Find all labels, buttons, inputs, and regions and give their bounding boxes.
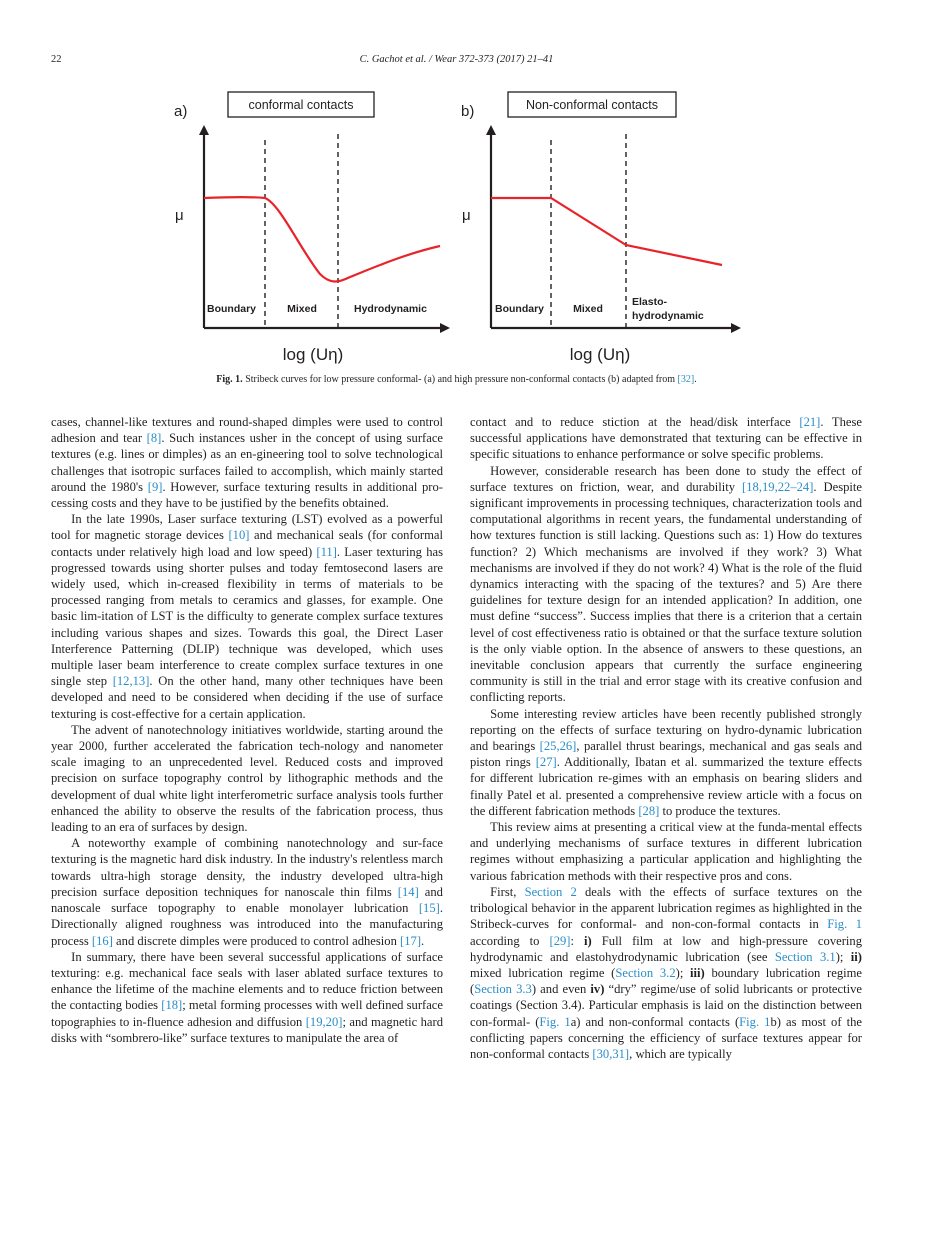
paragraph-r3 bbox=[470, 706, 862, 819]
text-span: . Directionally aligned roughness was introduced into the manufacturing process bbox=[51, 901, 443, 948]
panel-a-regime-hydrodynamic: Hydrodynamic bbox=[354, 303, 427, 315]
caption-label: Fig. 1. bbox=[216, 374, 243, 385]
text-span: . These successful applications have demonstrated that texturing can be effective in specific situations to enhance performance or solve specific problems. bbox=[470, 415, 862, 462]
figure-link[interactable]: Fig. 1 bbox=[539, 1014, 571, 1029]
text-span: ) and even bbox=[531, 982, 591, 997]
citation-link[interactable]: [30,31] bbox=[592, 1046, 630, 1061]
text-span: ; metal forming processes with well defined surface topographies to in-fluence adhesion and diffusion bbox=[51, 998, 443, 1029]
text-span: However, considerable research has been done to study the effect of surface textures on friction, wear, and durability bbox=[470, 463, 862, 494]
text-span: . Additionally, Ibatan et al. summarized the texture effects for different lubrication re-gimes with an emphasis on bearing sliders and finally Patel et al. presented a comprehensive review article with a focus on the different fabrication methods bbox=[470, 755, 863, 818]
text-span: In summary, there have been several successful applications of surface texturing: e.g. mechanical face seals with laser ablated surface textures to enhance the lifetime of the machine elements and to reduce friction between the contacting bodies bbox=[51, 949, 443, 1013]
text-span: b) as most of the conflicting papers concerning the efficiency of surface textures appear for non-conformal contacts bbox=[470, 1014, 862, 1061]
citation-link[interactable]: [29] bbox=[549, 933, 571, 948]
citation-link[interactable]: [10] bbox=[228, 528, 250, 543]
journal-citation: C. Gachot et al. / Wear 372-373 (2017) 21–41 bbox=[359, 54, 554, 65]
text-span: cases, channel-like textures and round-shaped dimples were used to control adhesion and tear bbox=[51, 415, 443, 446]
citation-link[interactable]: [27] bbox=[535, 755, 557, 770]
text-span: . However, surface texturing results in additional pro-cessing costs and they have to be justified by the benefits obtained. bbox=[51, 479, 443, 511]
paragraph-l5 bbox=[51, 949, 443, 1046]
right-column bbox=[470, 414, 862, 1062]
paragraph-r2 bbox=[470, 463, 862, 706]
citation-link[interactable]: [15] bbox=[418, 901, 440, 916]
text-span: ); bbox=[675, 965, 691, 980]
list-marker: ii) bbox=[850, 949, 862, 964]
text-span: . bbox=[421, 933, 425, 948]
citation-link[interactable]: [28] bbox=[638, 803, 660, 818]
panel-a-regime-mixed: Mixed bbox=[287, 303, 317, 315]
citation-link[interactable]: [16] bbox=[91, 933, 113, 948]
list-marker: iii) bbox=[690, 965, 705, 980]
list-marker: iv) bbox=[590, 982, 605, 997]
panel-b-regime-hydrodynamic: hydrodynamic bbox=[632, 310, 704, 322]
panel-b-regime-mixed: Mixed bbox=[573, 303, 603, 315]
panel-b-stribeck-curve bbox=[491, 198, 722, 265]
stribeck-figure bbox=[160, 84, 760, 374]
text-span: , which are typically bbox=[629, 1046, 732, 1061]
text-span: to produce the textures. bbox=[659, 803, 781, 818]
citation-link[interactable]: [25,26] bbox=[539, 739, 577, 754]
panel-b-regime-boundary: Boundary bbox=[495, 303, 545, 315]
citation-link[interactable]: [19,20] bbox=[305, 1014, 343, 1029]
list-marker: i) bbox=[584, 933, 592, 948]
paragraph-l2 bbox=[51, 511, 443, 722]
paragraph-l1 bbox=[51, 414, 443, 511]
panel-a-x-label: log (Uη) bbox=[282, 345, 344, 364]
citation-link[interactable]: [18] bbox=[161, 998, 183, 1013]
text-span: , parallel thrust bearings, mechanical and gas seals and piston rings bbox=[470, 739, 862, 770]
text-span: and nanoscale surface topography to enable monolayer lubrication bbox=[51, 884, 443, 916]
text-span: . Laser texturing has progressed towards using shorter pulses and today femtosecond lasers are widely used, which in-creased flexibility in terms of materials to be processed ranging from metals to ceramics and glasses, for example. One basic lim-itation of LST is the difficulty to generate complex surface textures including various shapes and sizes. Towards this goal, the Direct Laser Interference Patterning (DLIP) technique was developed, which uses multiple laser beam interference to create complex surface textures in one single step bbox=[51, 544, 443, 689]
page-number: 22 bbox=[51, 54, 62, 65]
text-span: “dry” regime/use of solid lubricants or protective coatings (Section 3.4). Particular emphasis is laid on the distinction between con-formal- ( bbox=[470, 982, 863, 1029]
section-link[interactable]: Section 3.3 bbox=[474, 982, 532, 997]
citation-link[interactable]: [8] bbox=[146, 431, 162, 446]
text-span: This review aims at presenting a critical view at the funda-mental effects and underlying mechanisms of surface textures in different lubrication regimes without emphasizing a particular application and highlighting the various fabrication methods with their respective pros and cons. bbox=[470, 820, 862, 883]
figure-1 bbox=[160, 84, 760, 374]
citation-link[interactable]: [18,19,22–24] bbox=[742, 479, 814, 494]
citation-link[interactable]: [14] bbox=[397, 884, 419, 899]
text-span: ); bbox=[835, 949, 851, 964]
panel-b-label: b) bbox=[461, 103, 475, 120]
caption-text: Stribeck curves for low pressure conformal- (a) and high pressure non-conformal contacts (b) adapted from bbox=[245, 374, 678, 385]
panel-a-stribeck-curve bbox=[204, 197, 440, 281]
text-span: a) and non-conformal contacts ( bbox=[570, 1014, 740, 1029]
paragraph-r5 bbox=[470, 884, 862, 1062]
text-span: and mechanical seals (for conformal contacts under relatively high load and low speed) bbox=[51, 528, 443, 559]
panel-a-y-label: μ bbox=[175, 207, 184, 224]
text-span: according to bbox=[470, 933, 550, 948]
text-span: deals with the effects of surface textures on the tribological behavior in the apparent lubrication regimes as highlighted in the Stribeck-curves for conformal- and non-con-formal contacts in bbox=[470, 884, 862, 932]
text-span: . Such instances usher in the concept of using surface textures (e.g. lines or dimples) as an en-gineering tool to solve technological challenges that isotropic surfaces failed to accomplish, which mainly started around the 1980's bbox=[51, 431, 443, 494]
text-span: : bbox=[570, 933, 585, 948]
section-link[interactable]: Section 3.1 bbox=[774, 949, 836, 964]
text-span: . Despite significant improvements in processing techniques, characterization tools and computational algorithms in recent years, the fundamental understanding of how textures function is still lacking. Questions such as: 1) How do textures function? 2) Which mechanisms are involved if they work? 3) What mechanisms are involved if they do not work? 4) What is the role of the fluid dynamics interacting with the spacing of the textures? and 5) Are there guidelines for texture design for an intended application? In addition, one must define “success”. Success implies that there is a criterion that a certain level of cost effectiveness ratio is obtained or that the surface texture solution is the only viable option. In the absence of answers to these questions, an inevitable conclusion appears that currently the surface engineering community is still in the trial and error stage with its creative confusion and conflicting reports. bbox=[470, 479, 862, 705]
panel-a-title: conformal contacts bbox=[248, 98, 354, 112]
left-column bbox=[51, 414, 443, 1046]
panel-b-x-label: log (Uη) bbox=[569, 345, 631, 364]
section-link[interactable]: Section 2 bbox=[524, 884, 577, 899]
text-span: . On the other hand, many other techniques have been developed and need to be considered when deciding if the use of surface texturing is cost-effective for a certain application. bbox=[51, 674, 443, 721]
paragraph-l4 bbox=[51, 835, 443, 948]
text-span: First, bbox=[490, 884, 525, 899]
panel-a-label: a) bbox=[174, 103, 188, 120]
page-header bbox=[51, 54, 862, 70]
text-span: and discrete dimples were produced to control adhesion bbox=[112, 933, 401, 948]
section-link[interactable]: Section 3.2 bbox=[615, 965, 676, 980]
panel-b-y-label: μ bbox=[462, 207, 471, 224]
caption-end: . bbox=[694, 374, 697, 385]
text-span: In the late 1990s, Laser surface texturing (LST) evolved as a powerful tool for magnetic storage devices bbox=[51, 512, 443, 543]
text-span: boundary lubrication regime ( bbox=[470, 965, 863, 997]
text-span: The advent of nanotechnology initiatives worldwide, starting around the year 2000, further accelerated the fabrication tech-nology and nanometer scale imaging to an unprecedented level. Reduced costs and improved precision on surface topography control by lithographic methods and the development of dual white light interferometric surface analysis tools further enhanced the ability to observe the results of the fabrication process, thus leading to an era of surfaces by design. bbox=[51, 722, 443, 835]
figure-link[interactable]: Fig. 1 bbox=[827, 917, 862, 932]
citation-link[interactable]: [17] bbox=[400, 933, 422, 948]
citation-link[interactable]: [12,13] bbox=[112, 674, 150, 689]
text-span: A noteworthy example of combining nanotechnology and sur-face texturing is the magnetic hard disk industry. In the industry's relentless march towards ultra-high storage density, the industry developed ultra-high precision surface deposition techniques for nanoscale thin films bbox=[51, 836, 443, 899]
citation-link[interactable]: [9] bbox=[147, 479, 163, 494]
paragraph-l3 bbox=[51, 722, 443, 835]
text-span: ; and magnetic hard disks with “sombrero-like” surface textures to manipulate the area of bbox=[51, 1014, 444, 1045]
figure-caption bbox=[51, 374, 862, 385]
panel-b-title: Non-conformal contacts bbox=[525, 98, 659, 112]
panel-a-regime-boundary: Boundary bbox=[207, 303, 257, 315]
caption-ref[interactable]: [32] bbox=[677, 374, 695, 385]
paragraph-r1 bbox=[470, 414, 862, 463]
text-span: Some interesting review articles have been recently published strongly reporting on the effects of surface texturing on hydro-dynamic lubrication and bearings bbox=[470, 706, 862, 754]
text-span: contact and to reduce stiction at the head/disk interface bbox=[470, 415, 800, 429]
figure-link[interactable]: Fig. 1 bbox=[739, 1014, 771, 1029]
panel-b bbox=[461, 92, 736, 364]
citation-link[interactable]: [21] bbox=[799, 415, 821, 429]
citation-link[interactable]: [11] bbox=[316, 544, 337, 559]
panel-a bbox=[174, 92, 445, 364]
paragraph-r4 bbox=[470, 819, 862, 884]
panel-b-regime-elasto: Elasto- bbox=[632, 296, 668, 308]
text-span: mixed lubrication regime ( bbox=[470, 965, 616, 980]
text-span: Full film at low and high-pressure covering hydrodynamic and elastohydrodynamic lubrication (see bbox=[470, 933, 862, 964]
